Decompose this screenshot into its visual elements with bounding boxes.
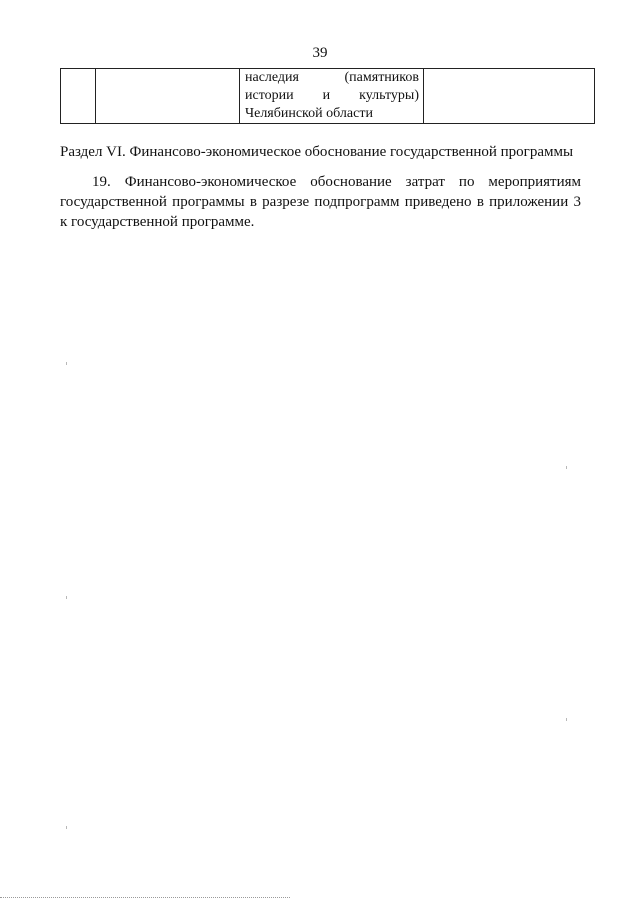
scan-speck [66,596,67,599]
heritage-line-2: истории и культуры) [245,88,419,103]
heritage-line-3: Челябинской области [245,106,373,121]
table-cell-subprogram [96,69,240,124]
page-number: 39 [312,45,328,61]
continuation-table [60,68,595,124]
scan-speck [66,826,67,829]
scan-speck [566,466,567,469]
table-cell-empty [424,69,595,124]
heritage-line-1: наследия (памятников [245,70,419,85]
table-row [61,69,595,124]
scan-edge-line [0,897,290,898]
paragraph-line-2: государственной программы в разрезе подпрограмм приведено в приложении 3 [60,194,581,210]
scan-speck [566,718,567,721]
paragraph-19 [60,172,581,232]
table-cell-heritage-text [240,69,424,124]
scan-speck [66,362,67,365]
table-cell-number [61,69,96,124]
paragraph-line-3: к государственной программе. [60,214,255,230]
paragraph-line-1: 19. Финансово-экономическое обоснование затрат по мероприятиям [92,174,581,190]
section-heading: Раздел VI. Финансово-экономическое обоснование государственной программы [60,144,574,160]
